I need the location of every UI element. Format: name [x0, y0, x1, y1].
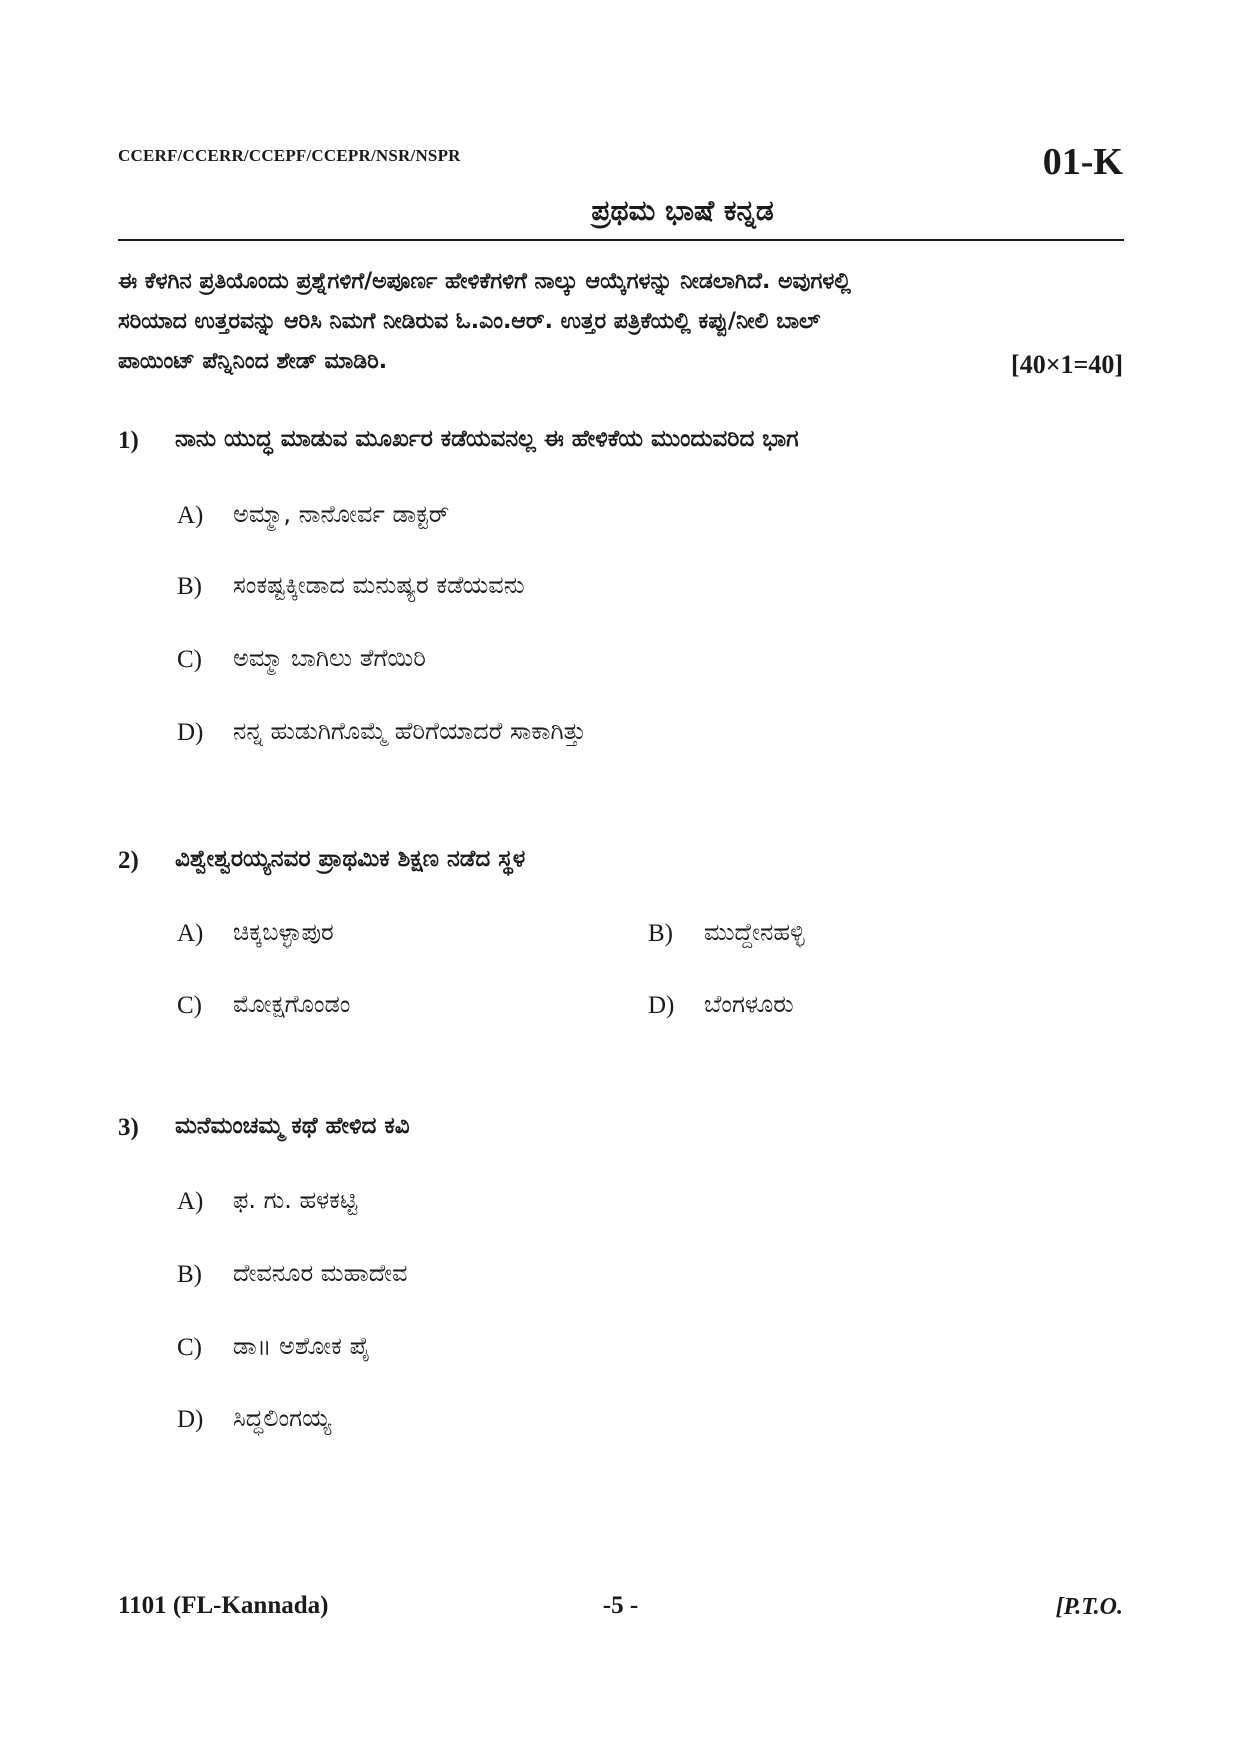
question-2-option-b-text: ಮುದ್ದೇನಹಳ್ಳಿ [704, 918, 805, 946]
question-2-option-d-text: ಬೆಂಗಳೂರು [704, 990, 794, 1018]
page-title [0, 194, 1241, 228]
question-2-option-c-text: ಮೋಕ್ಷಗೊಂಡಂ [233, 990, 351, 1018]
instructions-line-3: ಪಾಯಿಂಟ್ ಪೆನ್ನಿನಿಂದ ಶೇಡ್ ಮಾಡಿರಿ. [118, 349, 388, 374]
question-3-option-b-text: ದೇವನೂರ ಮಹಾದೇವ [233, 1259, 408, 1287]
instructions-line-1: ಈ ಕೆಳಗಿನ ಪ್ರತಿಯೊಂದು ಪ್ರಶ್ನೆಗಳಿಗೆ/ಅಪೂರ್ಣ ಹೇಳಿಕೆಗಳಿಗೆ ನಾಲ್ಕು ಆಯ್ಕೆಗಳನ್ನು ನೀಡಲಾಗಿದೆ. ಅವುಗಳಲ್ಲಿ [118, 269, 851, 294]
question-3-text: ಮನೆಮಂಚಮ್ಮ ಕಥೆ ಹೇಳಿದ ಕವಿ [175, 1113, 410, 1139]
question-3-number: 3) [118, 1114, 139, 1141]
instructions-line-2: ಸರಿಯಾದ ಉತ್ತರವನ್ನು ಆರಿಸಿ ನಿಮಗೆ ನೀಡಿರುವ ಓ.ಎಂ.ಆರ್. ಉತ್ತರ ಪತ್ರಿಕೆಯಲ್ಲಿ ಕಪ್ಪು/ನೀಲಿ ಬಾಲ್ [118, 309, 821, 334]
marks-scheme: [40×1=40] [1011, 350, 1123, 379]
question-2-text: ವಿಶ್ವೇಶ್ವರಯ್ಯನವರ ಪ್ರಾಥಮಿಕ ಶಿಕ್ಷಣ ನಡೆದ ಸ್ಥಳ [175, 846, 526, 872]
question-1-option-c-text: ಅಮ್ಮಾ ಬಾಗಿಲು ತೆಗೆಯಿರಿ [233, 644, 426, 672]
question-3-option-a-letter: A) [177, 1188, 204, 1215]
question-2-option-a-text: ಚಿಕ್ಕಬಳ್ಳಾಪುರ [233, 918, 334, 946]
paper-series-code: CCERF/CCERR/CCEPF/CCEPR/NSR/NSPR [118, 146, 461, 165]
question-2-number: 2) [118, 847, 139, 874]
question-1-option-c-letter: C) [177, 646, 202, 673]
question-3-option-a-text: ಫ. ಗು. ಹಳಕಟ್ಟಿ [233, 1186, 358, 1214]
question-3-option-b-letter: B) [177, 1261, 202, 1288]
question-3-option-d-letter: D) [177, 1406, 204, 1433]
question-2-option-b-letter: B) [648, 920, 673, 947]
page-title-text: ಪ್ರಥಮ ಭಾಷೆ ಕನ್ನಡ [591, 194, 774, 227]
page-number: -5 - [602, 1592, 639, 1619]
question-1-option-b-letter: B) [177, 573, 202, 600]
question-3-option-c-text: ಡಾ॥ ಅಶೋಕ ಪೈ [233, 1332, 370, 1360]
header-divider [118, 239, 1124, 241]
question-2-option-c-letter: C) [177, 992, 202, 1019]
paper-code: 01-K [1042, 141, 1123, 183]
question-2-option-d-letter: D) [648, 992, 675, 1019]
question-1-text: ನಾನು ಯುದ್ಧ ಮಾಡುವ ಮೂರ್ಖರ ಕಡೆಯವನಲ್ಲ ಈ ಹೇಳಿಕೆಯ ಮುಂದುವರಿದ ಭಾಗ [175, 426, 799, 452]
question-3-option-d-text: ಸಿದ್ಧಲಿಂಗಯ್ಯ [233, 1404, 332, 1432]
please-turn-over: [P.T.O. [1055, 1594, 1123, 1620]
question-1-option-b-text: ಸಂಕಷ್ಟಕ್ಕೀಡಾದ ಮನುಷ್ಯರ ಕಡೆಯವನು [233, 571, 525, 599]
question-1-option-a-text: ಅಮ್ಮಾ, ನಾನೋರ್ವ ಡಾಕ್ಟರ್ [233, 500, 450, 528]
question-3-option-c-letter: C) [177, 1334, 202, 1361]
question-1-option-d-text: ನನ್ನ ಹುಡುಗಿಗೊಮ್ಮೆ ಹೆರಿಗೆಯಾದರೆ ಸಾಕಾಗಿತ್ತು [233, 717, 586, 745]
question-1-number: 1) [118, 427, 139, 454]
instructions [118, 262, 1124, 382]
question-2-option-a-letter: A) [177, 920, 204, 947]
question-1-option-a-letter: A) [177, 502, 204, 529]
footer-paper-id: 1101 (FL-Kannada) [118, 1592, 329, 1619]
question-1-option-d-letter: D) [177, 719, 204, 746]
